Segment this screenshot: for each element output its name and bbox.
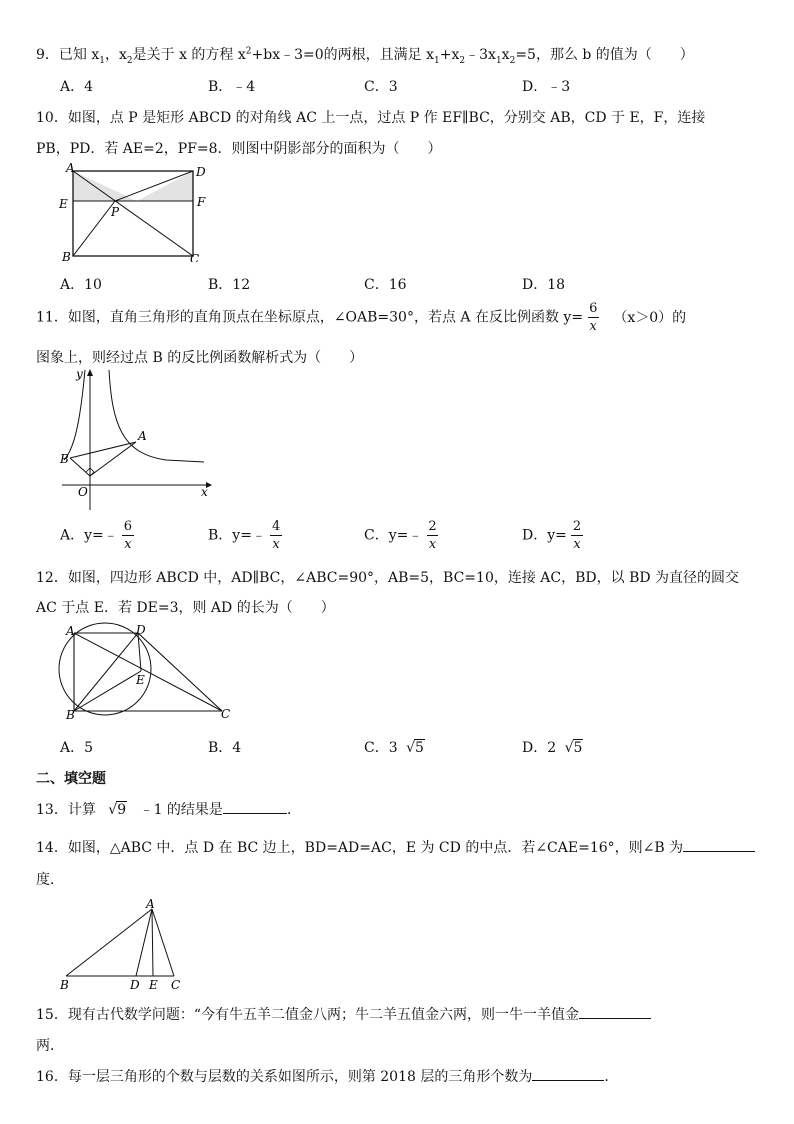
q9-sub: 1 [434,55,440,66]
q12-label-e: E [136,673,145,687]
q9-text: =5，那么 b 的值为（ ） [515,47,694,63]
q9-sub: 1 [99,55,105,66]
q11-option-b-den: x [272,537,280,552]
q11-label-x: x [201,485,208,499]
q12-option-a-text: A．5 [60,740,94,756]
q14-label-a: A [146,897,155,911]
q15-answer-blank[interactable] [579,1004,651,1019]
q14-text: 14．如图，△ABC 中．点 D 在 BC 边上，BD=AD=AC，E 为 CD 的中点．若∠CAE=16°，则∠B 为 [36,840,684,856]
q9-stem [36,44,694,66]
q11-option-a-den: x [124,537,132,552]
q12-label-d: D [136,623,146,637]
q14-side-ac [152,909,174,976]
q12-figure [54,619,244,723]
q9-option-a: A．4 [60,79,94,95]
q14-figure [56,896,196,992]
q12-option-d-sqrt: √5 [564,740,583,756]
q11-fraction [587,302,599,333]
q10-label-a: A [66,162,75,175]
q11-option-c-prefix: C．y=﹣ [364,527,423,544]
q9-sub: 2 [126,55,133,66]
q10-label-e: E [59,197,68,211]
q13-sqrt: √9 [108,802,127,818]
q9-text: +bx﹣3=0的两根，且满足 x [251,47,435,63]
q14-side-ab [66,909,152,976]
q9-option-c: C．3 [364,79,398,95]
q12-option-a [60,737,93,757]
q11-label-a: A [138,429,147,443]
q10-stem-line1: 10．如图，点 P 是矩形 ABCD 的对角线 AC 上一点，过点 P 作 EF∥BC，分别交 AB，CD 于 E，F，连接 [36,110,706,126]
q14-segment-ae [152,909,153,976]
q9-text: +x [439,47,460,63]
q12-option-d [522,737,583,757]
q12-option-c [364,737,425,757]
q10-figure [56,162,216,262]
q9-sub: 1 [495,55,502,66]
q15-stem-line2: 两． [36,1038,64,1054]
q10-shade-right [137,171,193,201]
q13-text: ． [286,802,301,818]
q11-curve-left [64,370,85,460]
q9-text: ﹣3x [465,47,496,63]
q11-text: （x＞0）的 [613,309,687,326]
q9-text: 是关于 x 的方程 x [132,47,246,63]
q12-diagonal-ac [74,633,222,711]
q14-stem-line1 [36,837,755,857]
q12-stem-line2: AC 于点 E．若 DE=3，则 AD 的长为（ ） [36,600,335,616]
q9-option-d: D．﹣3 [522,79,571,95]
q10-segment-pb [73,201,115,256]
q11-option-c [364,520,443,551]
q11-curve-right [109,370,204,462]
q12-label-b: B [66,708,75,722]
q11-fraction-num: 6 [589,301,598,316]
q12-segment-be [74,671,141,711]
q10-option-d: D．18 [522,277,566,293]
q11-option-a-prefix: A．y=﹣ [60,527,118,544]
q13-radicand: 9 [117,802,127,818]
q11-option-b-prefix: B．y=﹣ [208,527,266,544]
q11-fraction-den: x [589,319,597,334]
q12-diagonal-bd [74,633,138,711]
q11-option-c-den: x [428,537,437,552]
q14-stem-line2: 度． [36,872,64,888]
q10-option-c: C．16 [364,277,407,293]
q11-segment-ab [70,442,136,458]
q16-text: 16．每一层三角形的个数与层数的关系如图所示，则第 2018 层的三角形个数为 [36,1069,533,1085]
q10-label-d: D [196,165,206,179]
q12-option-c-radicand: 5 [415,740,424,756]
q10-label-p: P [111,205,120,219]
q12-option-b [208,737,241,757]
q16-answer-blank[interactable] [532,1066,604,1081]
q15-stem-line1 [36,1004,651,1024]
q9-sub: 2 [509,55,516,66]
q11-text: 11．如图，直角三角形的直角顶点在坐标原点，∠OAB=30°，若点 A 在反比例函数 y= [36,309,584,326]
q11-option-d-den: x [573,537,581,552]
q11-option-d-prefix: D．y= [522,527,567,544]
q11-option-a [60,520,138,551]
q9-text: 9．已知 x [36,47,100,63]
q11-option-b-num: 4 [271,519,281,534]
q11-option-d-fraction [571,520,583,551]
q11-label-o: O [78,485,88,499]
section-title-fill-in: 二、填空题 [36,771,106,787]
q14-label-d: D [130,978,140,992]
q9-sup: 2 [245,46,252,57]
q11-option-d [522,520,587,551]
q11-stem-line2: 图象上，则经过点 B 的反比例函数解析式为（ ） [36,350,364,366]
q11-option-c-fraction [426,520,438,551]
q11-option-a-num: 6 [123,519,133,534]
q12-option-c-text: C．3 [364,740,398,756]
q15-text: 15．现有古代数学问题：“今有牛五羊二值金八两；牛二羊五值金六两，则一牛一羊值金 [36,1007,579,1023]
q10-label-b: B [62,250,71,262]
q11-label-y: y [76,367,83,381]
q11-option-b-fraction [270,520,282,551]
q11-option-b [208,520,286,551]
q12-label-a: A [66,624,75,638]
q16-stem [36,1066,618,1086]
q14-label-b: B [60,978,69,992]
q11-option-d-num: 2 [572,519,582,534]
q11-y-arrow [87,369,93,376]
q10-stem-line2: PB，PD．若 AE=2，PF=8．则图中阴影部分的面积为（ ） [36,141,442,157]
q11-figure [56,364,216,512]
q12-label-c: C [221,707,231,721]
q13-stem [36,799,301,819]
q12-stem-line1: 12．如图，四边形 ABCD 中，AD∥BC，∠ABC=90°，AB=5，BC=10，连接 AC，BD，以 BD 为直径的圆交 [36,570,740,586]
q13-answer-blank[interactable] [223,799,287,814]
q10-label-f: F [197,195,206,209]
q14-label-c: C [171,978,181,992]
q10-option-a: A．10 [60,277,102,293]
q11-label-b: B [60,452,69,466]
q12-option-b-text: B．4 [208,740,242,756]
q9-text: x [501,47,510,63]
q9-text: ，x [105,47,127,63]
q11-option-a-fraction [122,520,134,551]
q10-label-c: C [190,252,200,262]
q10-option-b: B．12 [208,277,251,293]
q11-segment-ob [70,458,90,476]
q13-text: ﹣1 的结果是 [139,802,223,818]
q11-stem-line1 [36,302,686,333]
q11-option-c-num: 2 [428,519,437,534]
q12-option-d-text: D．2 [522,740,557,756]
q14-answer-blank[interactable] [683,837,755,852]
q12-option-d-radicand: 5 [573,740,583,756]
q9-sub: 2 [459,55,466,66]
q16-text: ． [604,1069,619,1085]
q12-option-c-sqrt: √5 [406,740,424,756]
q9-option-b: B．﹣4 [208,79,256,95]
q13-text: 13．计算 [36,802,96,818]
q14-label-e: E [149,978,158,992]
